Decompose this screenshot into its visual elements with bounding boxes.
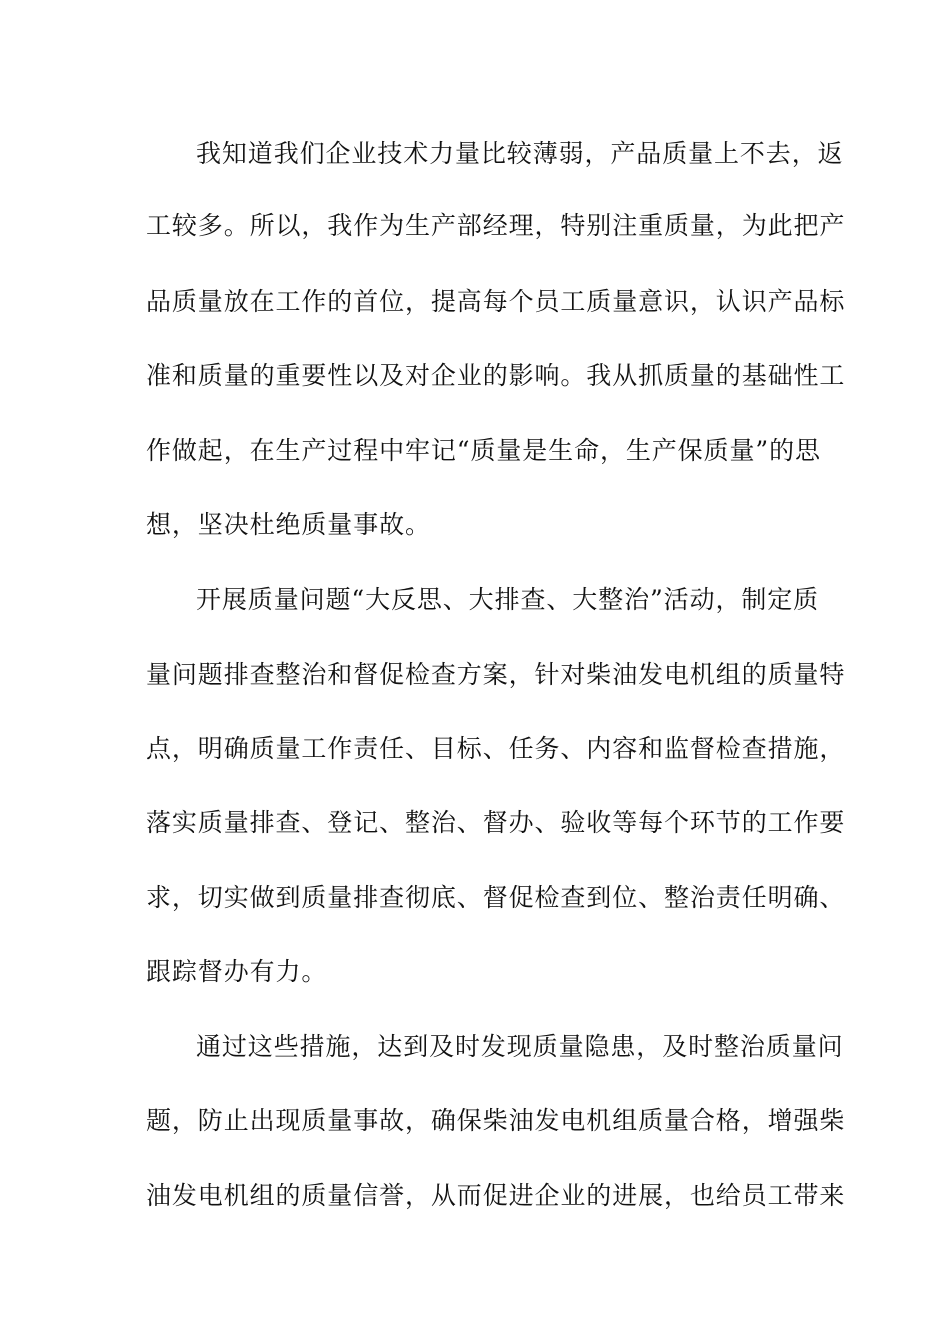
paragraph-line: 工较多。所以，我作为生产部经理，特别注重质量，为此把产 [146,211,846,240]
paragraph-line: 落实质量排查、登记、整治、督办、验收等每个环节的工作要 [146,808,846,837]
paragraph-line: 想，坚决杜绝质量事故。 [146,510,431,539]
paragraph-line: 量问题排查整治和督促检查方案，针对柴油发电机组的质量特 [146,660,846,689]
paragraph-line: 通过这些措施，达到及时发现质量隐患，及时整治质量问 [196,1032,844,1061]
paragraph-line: 求，切实做到质量排查彻底、督促检查到位、整治责任明确、 [146,883,846,912]
paragraph-line: 品质量放在工作的首位，提高每个员工质量意识，认识产品标 [146,287,846,316]
paragraph-line: 油发电机组的质量信誉，从而促进企业的进展，也给员工带来 [146,1181,846,1210]
paragraph-line: 点，明确质量工作责任、目标、任务、内容和监督检查措施， [146,734,846,763]
paragraph-line: 我知道我们企业技术力量比较薄弱，产品质量上不去，返 [196,139,844,168]
paragraph-line: 准和质量的重要性以及对企业的影响。我从抓质量的基础性工 [146,361,846,390]
paragraph-line: 跟踪督办有力。 [146,957,328,986]
paragraph-line: 作做起，在生产过程中牢记“质量是生命，生产保质量”的思 [146,436,821,465]
paragraph-line: 开展质量问题“大反思、大排查、大整治”活动，制定质 [196,585,820,614]
paragraph-line: 题，防止出现质量事故，确保柴油发电机组质量合格，增强柴 [146,1106,846,1135]
